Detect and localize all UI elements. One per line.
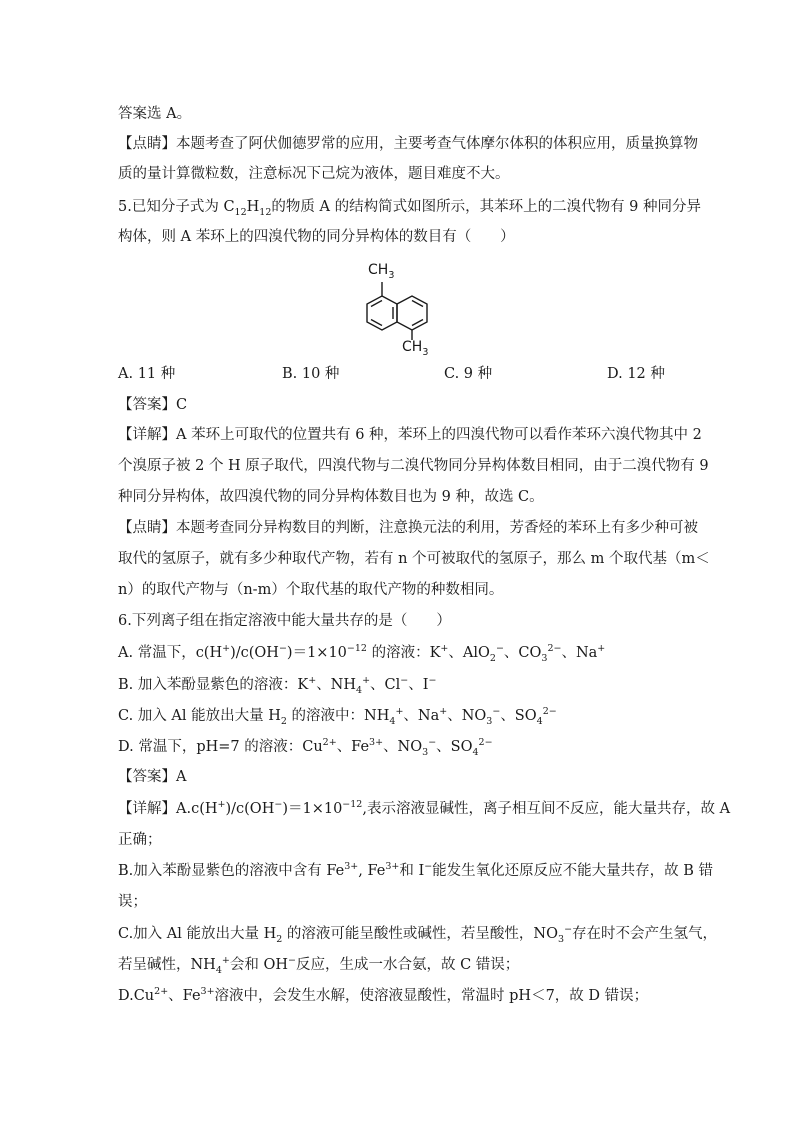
answer-line: 【答案】A (118, 769, 187, 785)
text-line: $D.Cu^{2+}$、$Fe^{3+}$溶液中，会发生水解，使溶液显酸性，常温时 pH＜7，故 D 错误； (118, 986, 649, 1004)
naphthalene-structure (352, 260, 442, 356)
text-line: 取代的氢原子，就有多少种取代产物，若有 n 个可被取代的氢原子，那么 m 个取代基（m＜ (118, 551, 710, 567)
text-line: B.加入苯酚显紫色的溶液中含有 $Fe^{3+}$, $Fe^{3+}$和 I−能发生氧化还原反应不能大量共存，故 B 错 (118, 861, 714, 879)
option-a: A. 11 种 (118, 366, 176, 382)
text-line: 【点睛】本题考查了阿伏伽德罗常的应用，主要考查气体摩尔体积的体积应用，质量换算物 (118, 136, 698, 152)
answer-line: 【答案】C (118, 397, 188, 413)
text-line: 正确； (118, 832, 162, 848)
option-a: A. 常温下，$c(H^+)/c(OH^-)=1\times 10^{-12}$ 的溶液：K+、AlO$_2$−、$CO_3^{2-}$、Na+ (118, 643, 606, 664)
text-line: 若呈碱性，$NH_4^+$会和 OH−反应，生成一水合氨，故 C 错误； (118, 955, 520, 976)
option-d: D. 12 种 (607, 366, 665, 382)
option-d: D. 常温下，pH=7 的溶液：$Cu^{2+}$、$Fe^{3+}$、$NO_3^-$、$SO_4^{2-}$ (118, 737, 493, 758)
question-5-line: 构体，则 A 苯环上的四溴代物的同分异构体的数目有（ ） (118, 229, 515, 245)
question-6-line: 6.下列离子组在指定溶液中能大量共存的是（ ） (118, 613, 451, 629)
methyl-label-top: $CH_3$ (368, 262, 395, 281)
option-c: C. 9 种 (444, 366, 493, 382)
text-line: n）的取代产物与（n-m）个取代基的取代产物的种数相同。 (118, 582, 504, 598)
option-c: C. 加入 Al 能放出大量 $H_2$ 的溶液中：$NH_4^+$、Na+、$NO_3^-$、$SO_4^{2-}$ (118, 706, 557, 727)
text-line: 【详解】$A.c(H^+)/c(OH^-)=1\times 10^{-12}$,表示溶液显碱性，离子相互间不反应，能大量共存，故 A (118, 799, 731, 817)
text-line: 质的量计算微粒数，注意标况下己烷为液体，题目难度不大。 (118, 166, 510, 182)
structure-drawing (352, 260, 442, 356)
question-5-line: 5.已知分子式为 $C_{12}H_{12}$的物质 A 的结构简式如图所示，其苯环上的二溴代物有 9 种同分异 (118, 199, 702, 218)
option-b: B. 10 种 (282, 366, 340, 382)
text-line: 【详解】A 苯环上可取代的位置共有 6 种，苯环上的四溴代物可以看作苯环六溴代物其中 2 (118, 427, 702, 443)
text-line: 个溴原子被 2 个 H 原子取代，四溴代物与二溴代物同分异构体数目相同，由于二溴代物有 9 (118, 458, 709, 474)
text-line: 【点睛】本题考查同分异构数目的判断，注意换元法的利用，芳香烃的苯环上有多少种可被 (118, 520, 698, 536)
text-line: 答案选 A。 (118, 106, 192, 122)
methyl-label-bottom: $CH_3$ (402, 339, 429, 358)
text-line: 种同分异构体，故四溴代物的同分异构体数目也为 9 种，故选 C。 (118, 489, 544, 505)
text-line: 误； (118, 894, 147, 910)
text-line: C.加入 Al 能放出大量 $H_2$ 的溶液可能呈酸性或碱性，若呈酸性，$NO_3^-$存在时不会产生氢气， (118, 924, 718, 945)
option-b: B. 加入苯酚显紫色的溶液：K+、$NH_4^+$、Cl−、I− (118, 675, 437, 696)
